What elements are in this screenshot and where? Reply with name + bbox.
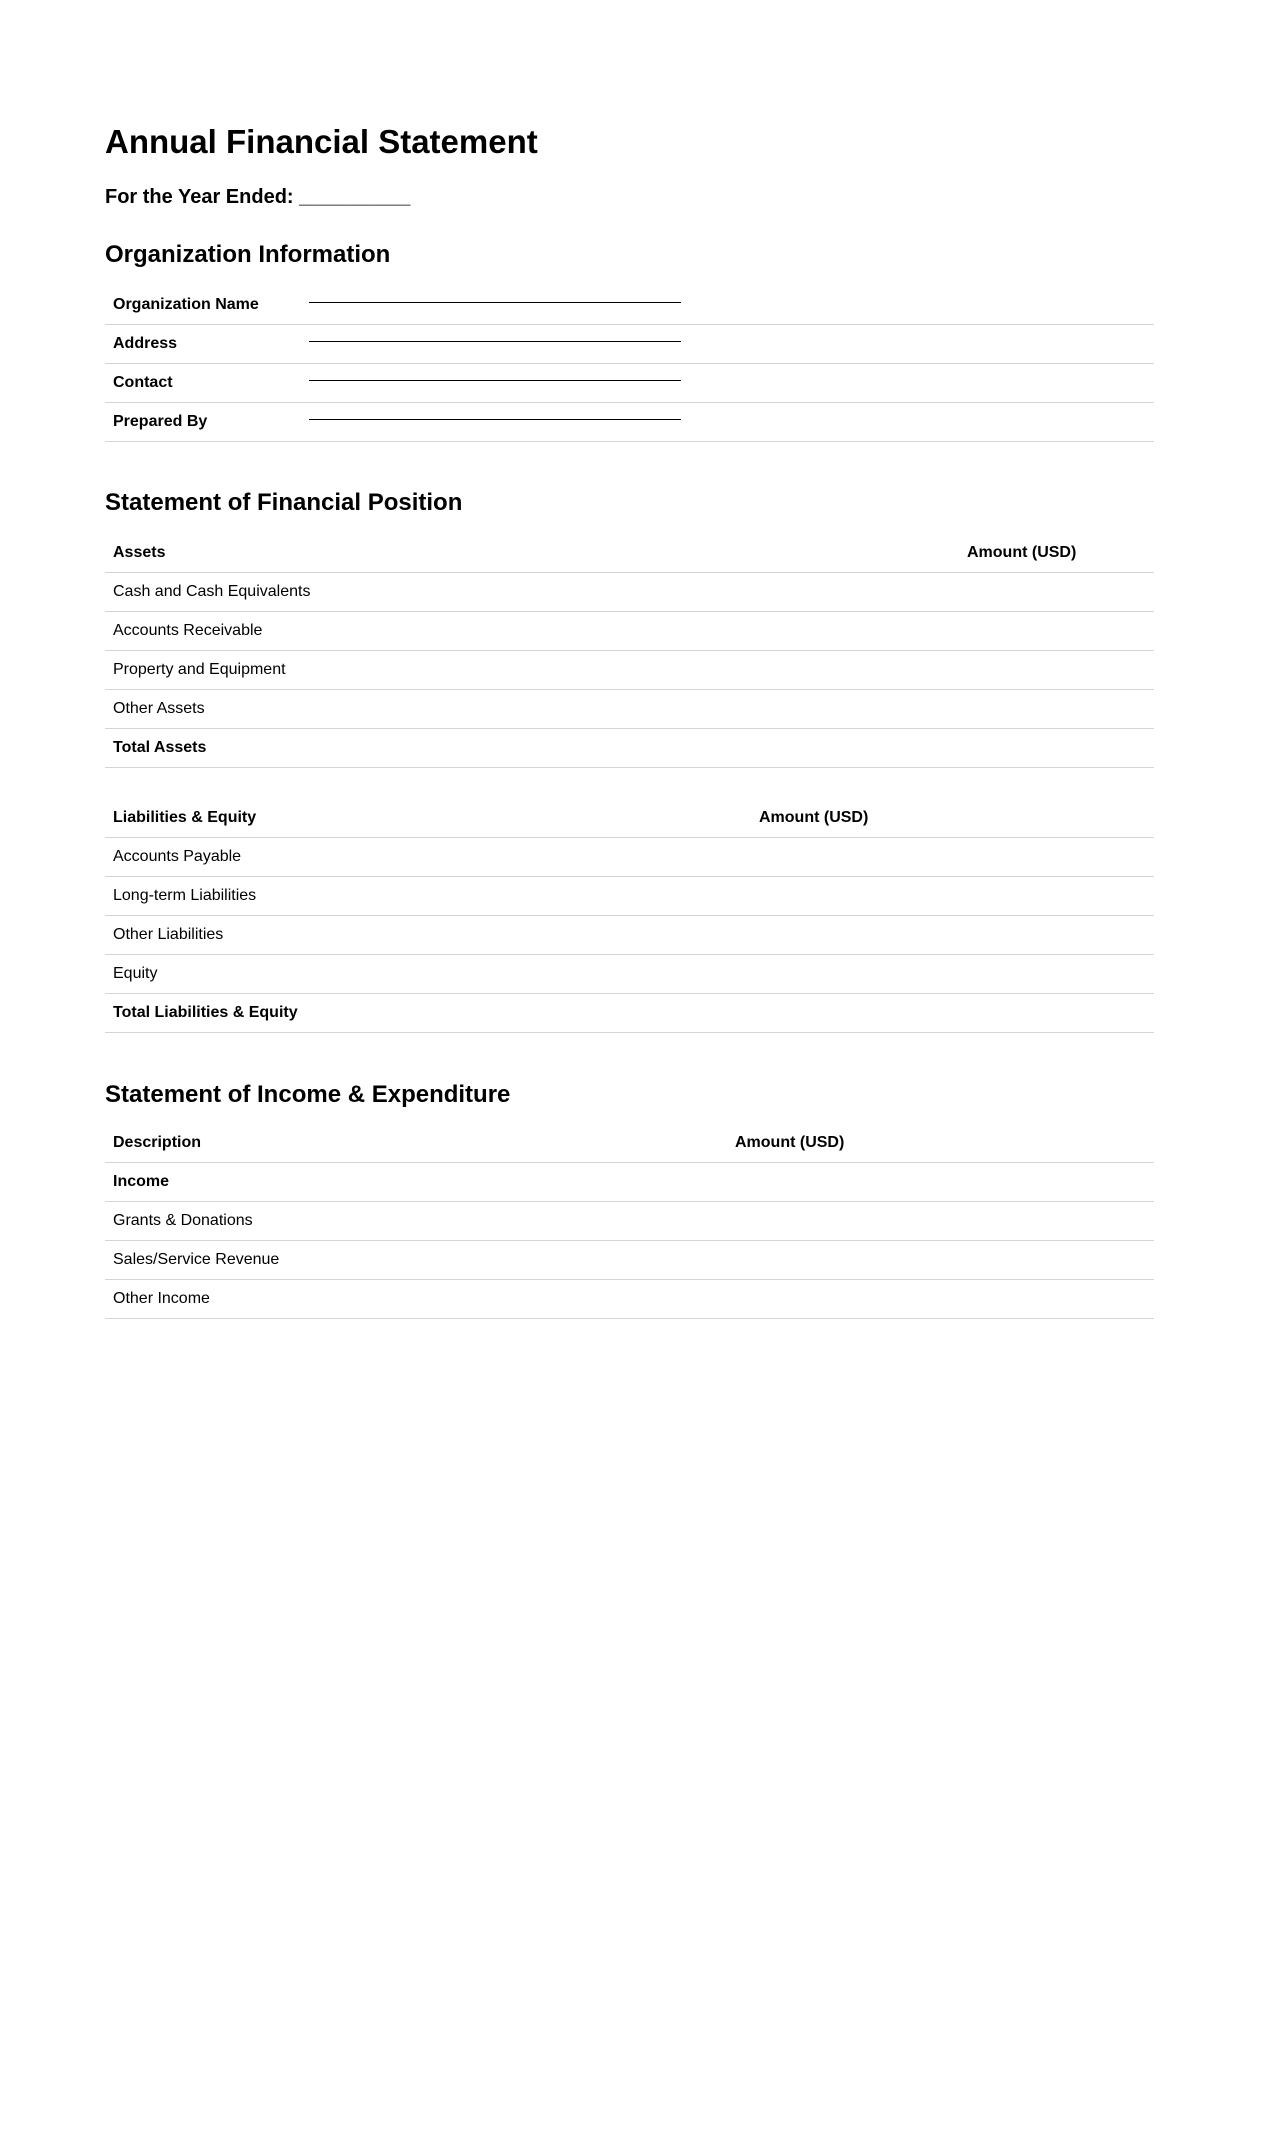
org-name-label: Organization Name: [113, 296, 259, 313]
org-row-prepared-by: [105, 403, 1154, 442]
liabilities-header-row: [105, 799, 1154, 838]
org-address-label: Address: [113, 335, 178, 352]
org-name-blank-line: [309, 302, 681, 303]
asset-label: Cash and Cash Equivalents: [113, 583, 311, 600]
org-row-name: [105, 286, 1154, 325]
assets-header-row: [105, 534, 1154, 573]
total-liabilities-label: Total Liabilities & Equity: [113, 1004, 298, 1021]
assets-header-label: Assets: [113, 544, 166, 561]
table-row: [105, 573, 1154, 612]
liability-label: Equity: [113, 965, 158, 982]
table-row: [105, 1280, 1154, 1319]
liabilities-total-row: [105, 994, 1154, 1033]
table-row: [105, 1202, 1154, 1241]
income-header-row: [105, 1124, 1154, 1163]
org-row-contact: [105, 364, 1154, 403]
income-table: [105, 1124, 1154, 1319]
liabilities-header-amount: Amount (USD): [759, 809, 869, 826]
table-row: [105, 877, 1154, 916]
liability-label: Accounts Payable: [113, 848, 242, 865]
income-item-label: Grants & Donations: [113, 1212, 253, 1229]
liabilities-header-label: Liabilities & Equity: [113, 809, 257, 826]
asset-label: Other Assets: [113, 700, 205, 717]
org-prepared-by-label: Prepared By: [113, 413, 208, 430]
income-section-row: [105, 1163, 1154, 1202]
table-row: [105, 1241, 1154, 1280]
income-header-amount: Amount (USD): [735, 1134, 845, 1151]
org-prepared-by-blank-line: [309, 419, 681, 420]
table-row: [105, 690, 1154, 729]
document-title: Annual Financial Statement: [105, 123, 538, 160]
income-item-label: Sales/Service Revenue: [113, 1251, 280, 1268]
liabilities-table: [105, 799, 1154, 1033]
assets-header-amount: Amount (USD): [967, 544, 1077, 561]
liability-label: Other Liabilities: [113, 926, 224, 943]
asset-label: Property and Equipment: [113, 661, 286, 678]
organization-table: [105, 286, 1154, 442]
income-section-label: Income: [113, 1173, 170, 1190]
year-ended-field: For the Year Ended: __________: [105, 186, 411, 208]
table-row: [105, 838, 1154, 877]
table-row: [105, 916, 1154, 955]
income-item-label: Other Income: [113, 1290, 210, 1307]
org-address-blank-line: [309, 341, 681, 342]
income-header-label: Description: [113, 1134, 202, 1151]
table-row: [105, 612, 1154, 651]
assets-table: [105, 534, 1154, 768]
org-row-address: [105, 325, 1154, 364]
org-contact-label: Contact: [113, 374, 173, 391]
total-assets-label: Total Assets: [113, 739, 207, 756]
asset-label: Accounts Receivable: [113, 622, 263, 639]
table-row: [105, 651, 1154, 690]
organization-heading: Organization Information: [105, 241, 391, 268]
assets-total-row: [105, 729, 1154, 768]
liability-label: Long-term Liabilities: [113, 887, 257, 904]
income-heading: Statement of Income & Expenditure: [105, 1081, 511, 1108]
financial-position-heading: Statement of Financial Position: [105, 489, 463, 516]
org-contact-blank-line: [309, 380, 681, 381]
table-row: [105, 955, 1154, 994]
